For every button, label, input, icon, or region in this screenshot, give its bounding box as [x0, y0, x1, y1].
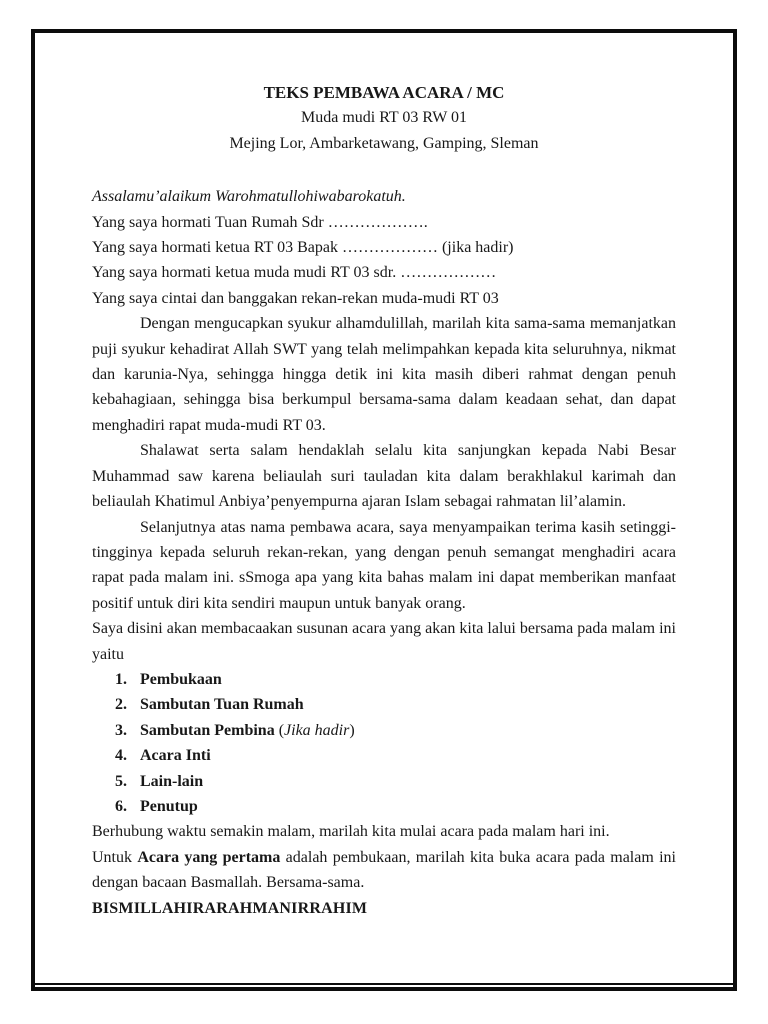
- salutation-line-rt-chief: Yang saya hormati ketua RT 03 Bapak ……………… (jika hadir): [92, 239, 514, 257]
- agenda-item-label: Lain-lain: [140, 772, 204, 790]
- agenda-item-number: 2.: [115, 696, 127, 714]
- agenda-intro: Saya disini akan membacaakan susunan acara yang akan kita lalui bersama pada malam ini yaitu: [92, 620, 676, 663]
- agenda-item: [115, 718, 676, 743]
- basmallah-line: BISMILLAHIRARAHMANIRRAHIM: [92, 899, 368, 917]
- agenda-item-label: Acara Inti: [140, 747, 211, 765]
- agenda-item-label: Sambutan Tuan Rumah: [140, 696, 304, 714]
- agenda-item-text: [140, 718, 355, 743]
- agenda-item-label: Sambutan Pembina: [140, 721, 275, 739]
- greeting-line: Assalamu’alaikum Warohmatullohiwabarokatuh.: [92, 188, 406, 206]
- agenda-item-number: 4.: [115, 747, 127, 765]
- salutation-line-host: Yang saya hormati Tuan Rumah Sdr ……………….: [92, 213, 428, 231]
- agenda-item-number: 1.: [115, 670, 127, 688]
- document-title: TEKS PEMBAWA ACARA / MC: [263, 83, 505, 102]
- closing-line-first-agenda: [92, 845, 676, 896]
- document-page-border: [31, 29, 737, 991]
- agenda-item-number: 5.: [115, 772, 127, 790]
- paragraph-thanks: Selanjutnya atas nama pembawa acara, saya menyampaikan terima kasih setinggi-tingginya kepada seluruh rekan-rekan, yang dengan penuh semangat menghadiri acara rapat pada malam ini. sSmoga apa yang kita bahas malam ini dapat memberikan manfaat positif untuk diri kita sendiri maupun untuk banyak orang.: [92, 518, 676, 612]
- agenda-item: [115, 667, 676, 692]
- closing-line-bold: Acara yang pertama: [137, 848, 281, 866]
- paragraph-gratitude: Dengan mengucapkan syukur alhamdulillah, marilah kita sama-sama memanjatkan puji syukur kehadirat Allah SWT yang telah melimpahkan kepada kita seluruhnya, nikmat dan karunia-Nya, sehingga hingga detik ini kita masih diberi rahmat dengan penuh kebahagiaan, sehingga bisa berkumpul bersama-sama dalam keadaan sehat, dan dapat menghadiri rapat muda-mudi RT 03.: [92, 315, 676, 434]
- agenda-item-note: Jika hadir: [284, 721, 350, 739]
- document-content: [35, 33, 733, 921]
- agenda-item-label: Penutup: [140, 797, 198, 815]
- paragraph-shalawat: Shalawat serta salam hendaklah selalu kita sanjungkan kepada Nabi Besar Muhammad saw karena beliaulah suri tauladan kita dalam berakhlakul karimah dan beliaulah Khatimul Anbiya’penyempurna ajaran Islam sebagai rahmatan lil’alamin.: [92, 442, 676, 511]
- closing-line-time: Berhubung waktu semakin malam, marilah kita mulai acara pada malam hari ini.: [92, 823, 610, 841]
- salutation-line-youth-chief: Yang saya hormati ketua muda mudi RT 03 sdr. ………………: [92, 264, 497, 282]
- agenda-item: [115, 692, 676, 717]
- salutation-line-members: Yang saya cintai dan banggakan rekan-rekan muda-mudi RT 03: [92, 289, 499, 307]
- agenda-item: [115, 794, 676, 819]
- document-subtitle-group: Muda mudi RT 03 RW 01: [300, 109, 467, 127]
- closing-line-prefix: Untuk: [92, 848, 138, 866]
- agenda-item: [115, 769, 676, 794]
- agenda-item-number: 6.: [115, 797, 127, 815]
- closing-line-rest: adalah pembukaan, marilah kita buka acara pada malam ini dengan bacaan Basmallah. Bersama-sama.: [92, 848, 676, 892]
- agenda-item-note-close: ): [349, 721, 355, 739]
- agenda-item: [115, 743, 676, 768]
- agenda-item-label: Pembukaan: [140, 670, 222, 688]
- document-subtitle-location: Mejing Lor, Ambarketawang, Gamping, Sleman: [229, 134, 539, 152]
- agenda-item-number: 3.: [115, 721, 127, 739]
- agenda-item-note-open: (: [274, 721, 285, 739]
- document-header: [92, 80, 676, 156]
